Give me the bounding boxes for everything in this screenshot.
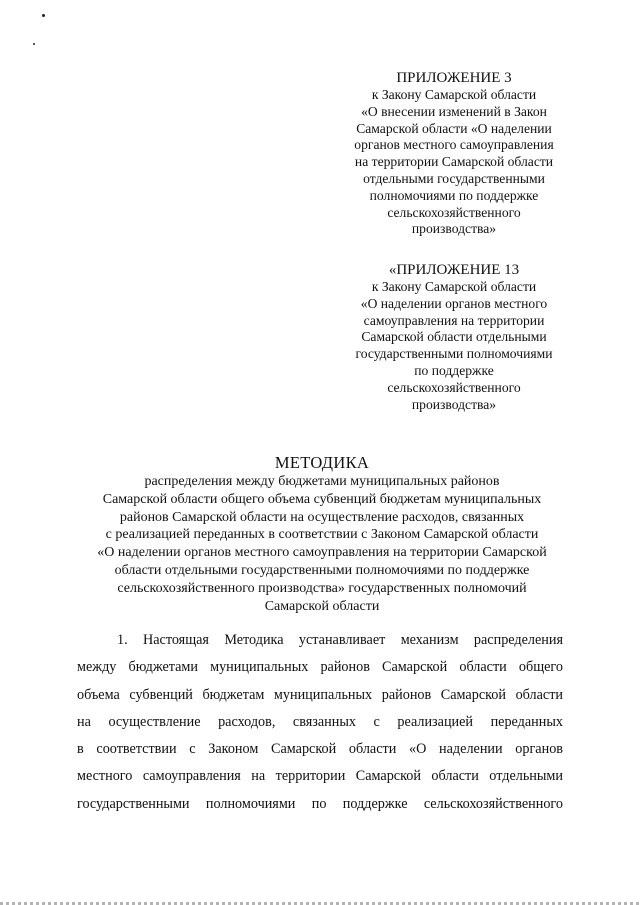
- scan-speck: [42, 14, 45, 17]
- appendix-13-line: Самарской области отдельными: [361, 329, 547, 345]
- appendix-3-line: отдельными государственными: [363, 170, 545, 186]
- paragraph-line: государственными полномочиями по поддержке сельскохозяйственного: [77, 795, 563, 812]
- paragraph-line: на осуществление расходов, связанных с реализацией переданных: [77, 713, 563, 730]
- appendix-3-line: к Закону Самарской области: [371, 87, 537, 102]
- appendix-13-line: государственными полномочиями: [355, 346, 553, 362]
- appendix-13-line: к Закону Самарской области: [371, 279, 537, 294]
- appendix-13-line: сельскохозяйственного: [387, 379, 521, 395]
- methodology-line: Самарской области: [264, 598, 380, 614]
- appendix-13-header: [335, 261, 573, 413]
- appendix-13-line: производства»: [411, 396, 497, 412]
- methodology-line: сельскохозяйственного производства» государственных полномочий: [117, 580, 527, 596]
- appendix-13-line: «О наделении органов местного: [360, 295, 548, 311]
- paragraph-line: местного самоуправления на территории Самарской области отдельными: [77, 768, 563, 785]
- methodology-line: с реализацией переданных в соответствии с Законом Самарской области: [105, 527, 539, 543]
- methodology-line: области отдельными государственными полномочиями по поддержке: [114, 562, 530, 578]
- appendix-13-title: «ПРИЛОЖЕНИЕ 13: [388, 262, 520, 278]
- appendix-3-title: ПРИЛОЖЕНИЕ 3: [396, 70, 512, 86]
- methodology-line: Самарской области общего объема субвенций бюджетам муниципальных: [102, 491, 542, 507]
- appendix-3-line: сельскохозяйственного: [387, 204, 521, 220]
- methodology-line: районов Самарской области на осуществление расходов, связанных: [119, 509, 525, 525]
- appendix-3-line: производства»: [411, 221, 497, 237]
- appendix-3-line: Самарской области «О наделении: [356, 120, 552, 136]
- methodology-title-block: [60, 453, 584, 615]
- methodology-heading: МЕТОДИКА: [274, 453, 370, 472]
- appendix-3-line: на территории Самарской области: [354, 154, 554, 170]
- appendix-3-line: полномочиями по поддержке: [369, 187, 539, 203]
- paragraph-line: 1. Настоящая Методика устанавливает механизм распределения: [117, 632, 563, 648]
- appendix-3-line: «О внесении изменений в Закон: [361, 103, 547, 119]
- paragraph-line: объема субвенций бюджетам муниципальных районов Самарской области: [77, 686, 563, 703]
- scan-speck: [33, 43, 35, 45]
- appendix-13-line: самоуправления на территории: [363, 312, 545, 328]
- appendix-3-line: органов местного самоуправления: [354, 137, 554, 153]
- appendix-13-line: по поддержке: [414, 362, 494, 378]
- paragraph-1: [77, 627, 563, 818]
- methodology-line: «О наделении органов местного самоуправления на территории Самарской: [97, 545, 547, 561]
- paragraph-line: в соответствии с Законом Самарской области «О наделении органов: [77, 741, 563, 758]
- appendix-3-header: [335, 69, 573, 238]
- paragraph-line: между бюджетами муниципальных районов Самарской области общего: [77, 659, 563, 676]
- methodology-line: распределения между бюджетами муниципальных районов: [144, 474, 500, 489]
